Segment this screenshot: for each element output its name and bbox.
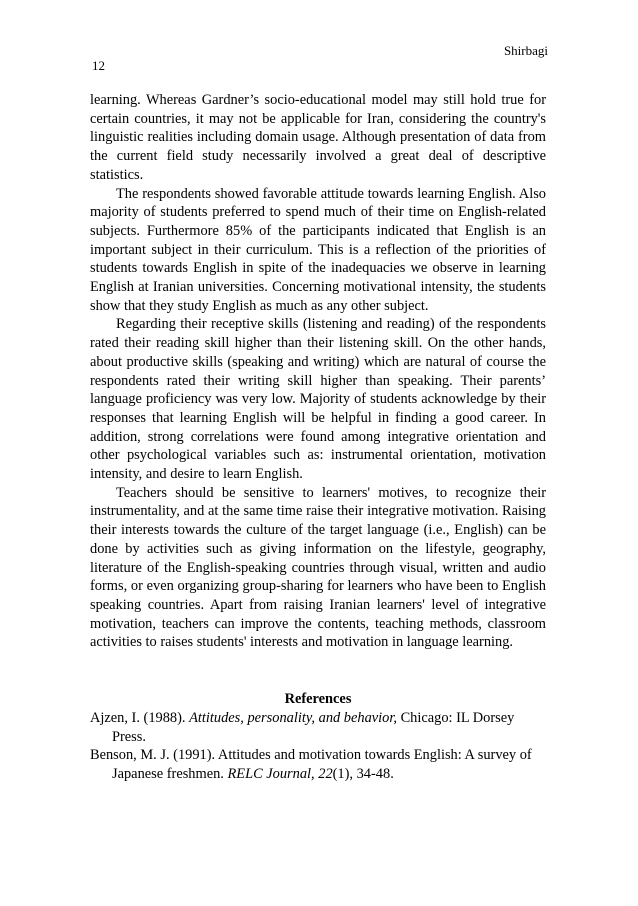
references-heading: References xyxy=(284,691,352,707)
references-list xyxy=(90,709,546,784)
body-text xyxy=(90,91,546,652)
reference-title: Attitudes, personality, and behavior, xyxy=(189,710,397,726)
reference-entry xyxy=(90,746,546,783)
paragraph-attitude: The respondents showed favorable attitude towards learning English. Also majority of students preferred to spend much of their time on English-related subjects. Furthermore 85% of the participants indicated that English is an important subject in their curriculum. This is a reflection of the priorities of students towards English in spite of the inadequacies we observe in learning English at Iranian universities. Concerning motivational intensity, the students show that they study English as much as any other subject. xyxy=(90,185,546,314)
reference-issue-pages: (1), 34-48. xyxy=(332,766,394,783)
paragraph-teachers: Teachers should be sensitive to learners' motives, to recognize their instrumentality, and at the same time raise their integrative motivation. Raising their interests towards the culture of the target language (i.e., English) can be done by activities such as giving information on the lifestyle, geography, literature of the English-speaking countries through visual, written and audio forms, or even organizing group-sharing for learners who have been to English speaking countries. Apart from raising Iranian learners' level of integrative motivation, teachers can improve the contents, teaching methods, classroom activities to raises students' interests and motivation in language learning. xyxy=(90,484,546,651)
reference-separator: , xyxy=(311,766,319,783)
reference-author-year: Ajzen, I. (1988). xyxy=(90,710,190,726)
reference-journal: RELC Journal xyxy=(227,766,312,783)
page-number: 12 xyxy=(92,58,105,73)
paragraph-continuation: learning. Whereas Gardner’s socio-educational model may still hold true for certain countries, it may not be applicable for Iran, considering the country's linguistic realities including domain usage. Although presentation of data from the current field study necessarily involved a great deal of descriptive statistics. xyxy=(90,92,546,183)
running-head: Shirbagi xyxy=(503,43,548,58)
reference-entry xyxy=(90,709,546,746)
reference-volume: 22 xyxy=(318,766,333,783)
reference-author-title: Benson, M. J. (1991). Attitudes and motivation towards English: A survey of Japanese freshmen. xyxy=(90,747,532,783)
paragraph-skills: Regarding their receptive skills (listening and reading) of the respondents rated their reading skill higher than their listening skill. On the other hands, about productive skills (speaking and writing) which are natural of course the respondents rated their writing skill higher than speaking. Their parents’ language proficiency was very low. Majority of students acknowledge by their responses that learning English will be helpful in finding a good career. In addition, strong correlations were found among integrative orientation and other psychological variables such as: instrumental orientation, motivation intensity, and desire to learn English. xyxy=(90,316,546,483)
reference-publisher: Chicago: IL Dorsey Press. xyxy=(112,710,515,745)
